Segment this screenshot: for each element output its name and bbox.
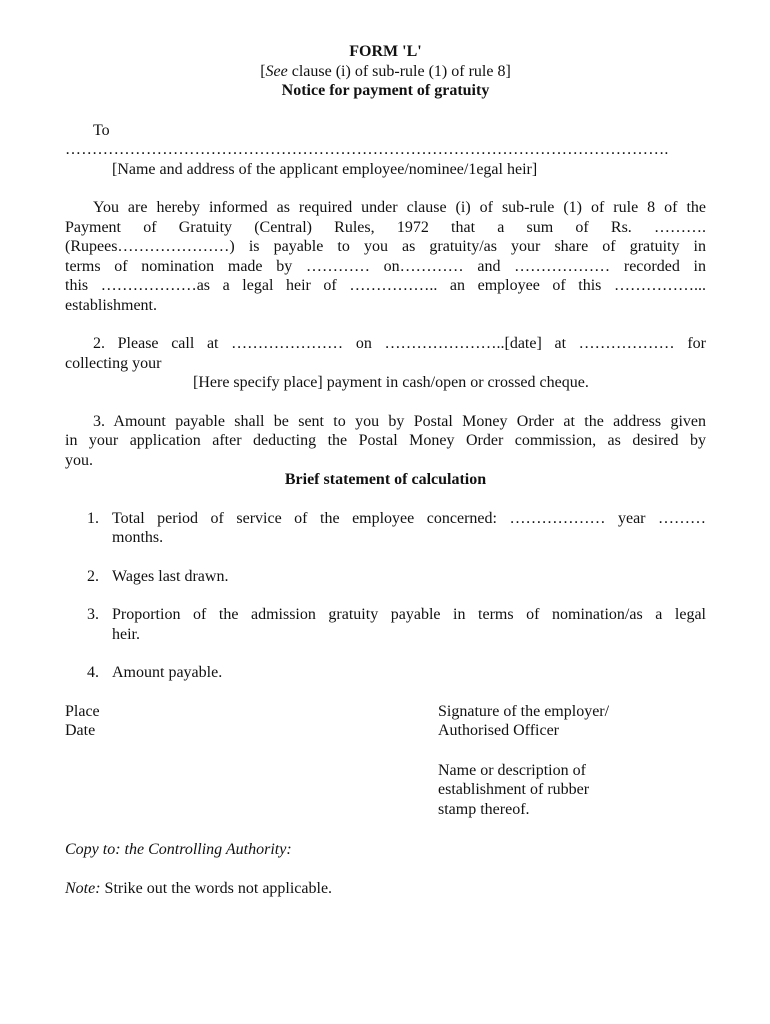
para1-line: establishment. [65,296,157,314]
list-item [65,663,706,683]
to-label: To [93,121,110,139]
calculation-list [65,509,706,683]
signature-label: Authorised Officer [438,722,559,739]
signature-block [65,702,706,742]
note-line [65,879,706,899]
copy-to-line: Copy to: the Controlling Authority: [65,840,292,858]
para3-line: 3. Amount payable shall be sent to you by Postal Money Order at the address given [93,412,706,430]
item-text: heir. [112,625,140,643]
date-label: Date [65,722,96,739]
employer-signature-block [438,702,609,741]
para3-line: in your application after deducting the Postal Money Order commission, as desired by [65,432,706,449]
paragraph-information [65,198,706,315]
calculation-heading: Brief statement of calculation [284,471,487,488]
gratuity-notice-form [65,42,706,899]
reference-text: clause (i) of sub-rule (1) of rule 8] [287,62,511,80]
para1-line: Payment of Gratuity (Central) Rules, 1972 that a sum of Rs. ………. [65,218,706,236]
form-title: FORM 'L' [349,43,422,60]
para3-line: you. [65,451,93,469]
para1-line: (Rupees…………………) is payable to you as gratuity/as your share of gratuity in [65,238,706,255]
stamp-line: stamp thereof. [438,800,530,818]
para2-line: collecting your [65,354,162,372]
para2-line: 2. Please call at ………………… on …………………..[date] at ……………… for [93,335,706,352]
note-text: Strike out the words not applicable. [100,880,333,897]
note-label: Note: [65,880,101,897]
stamp-line: Name or description of [438,761,586,779]
address-caption: [Name and address of the applicant employee/nominee/1egal heir] [112,160,538,178]
reference-see: See [265,62,288,80]
item-text: Amount payable. [112,664,223,681]
para1-line: terms of nomination made by ………… on………… and ……………… recorded in [65,257,706,275]
stamp-block [65,761,706,820]
para1-line: You are hereby informed as required under clause (i) of sub-rule (1) of rule 8 of the [93,199,706,216]
item-number: 1. [87,509,99,527]
item-text: Wages last drawn. [112,567,229,585]
item-text: Total period of service of the employee concerned: ……………… year ……… [112,509,706,527]
item-text: Proportion of the admission gratuity payable in terms of nomination/as a legal [112,606,706,623]
place-label: Place [65,702,100,720]
para2-line: [Here specify place] payment in cash/open or crossed cheque. [193,374,589,391]
item-number: 4. [87,664,99,681]
item-text: months. [112,529,164,546]
signature-label: Signature of the employer/ [438,702,610,720]
item-number: 2. [87,567,99,585]
paragraph-money-order [65,412,706,471]
rule-reference [65,62,706,82]
para1-line: this ………………as a legal heir of …………….. an employee of this ……………... [65,277,706,294]
paragraph-call [65,334,706,393]
reference-open-bracket: [ [260,62,266,80]
stamp-line: establishment of rubber [438,781,590,798]
form-subtitle: Notice for payment of gratuity [281,82,490,99]
list-item [65,567,706,587]
place-date-block [65,702,100,741]
address-dotted-line: …………………………………………………………………………………………………. [65,141,669,158]
stamp-description [438,761,589,820]
item-number: 3. [87,606,99,623]
list-item [65,605,706,644]
list-item [65,509,706,548]
